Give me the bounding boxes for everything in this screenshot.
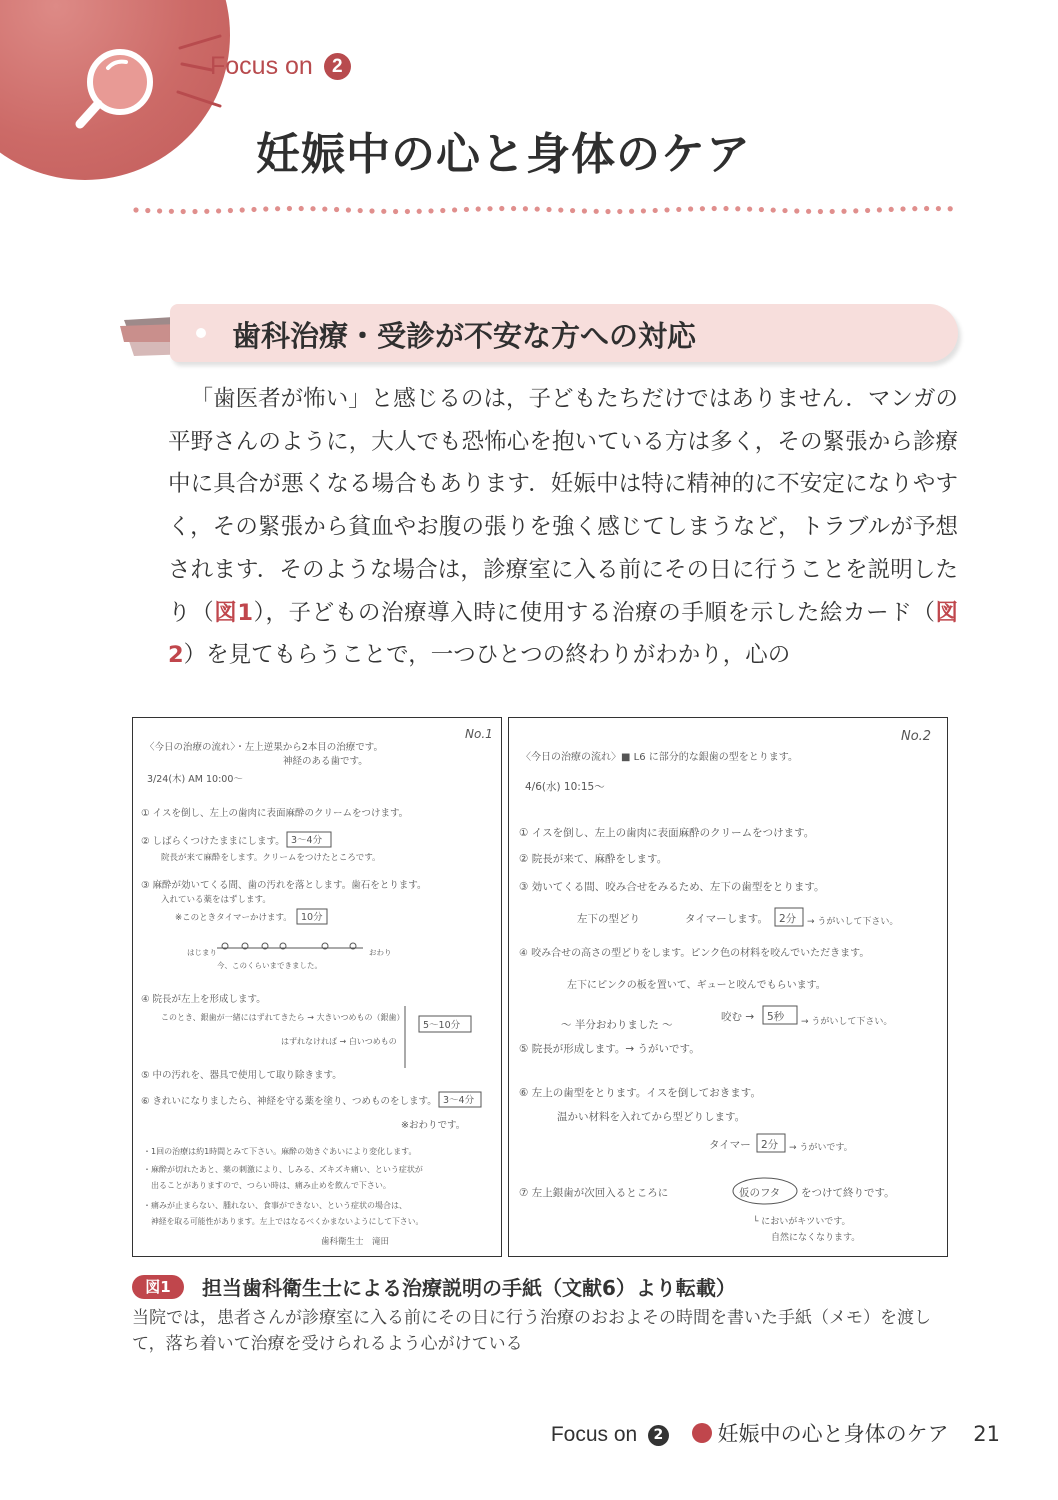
divider-dot — [936, 206, 941, 211]
memo1-step: ⑤ 中の汚れを、器具で使用して取り除きます。 — [141, 1070, 342, 1081]
memo1-note: ・1回の治療は約1時間とみて下さい。麻酔の効きぐあいにより変化します。 — [143, 1147, 417, 1156]
memo1-line: 入れている薬をはずします。 — [161, 895, 271, 905]
memo2-line: → うがいして下さい。 — [807, 917, 899, 927]
divider-dot — [664, 207, 669, 212]
divider-dot — [393, 209, 398, 214]
body-segment: 「歯医者が怖い」と感じるのは，子どもたちだけではありません．マンガの平野さんのように，大人でも恐怖心を抱いている方は多く，その緊張から診療中に具合が悪くなる場合もあります．妊娠中は特に精神的に不安定になりやすく，その緊張から貧血やお腹の張りを強く感じてしまうなど，トラブルが予想されます．そのような場合は，診療室に入る前にその日に行うことを説明したり（ — [168, 386, 958, 626]
divider-dot — [723, 206, 728, 211]
memo1-line: 神経のある歯です。 — [283, 756, 368, 767]
figure-title: 担当歯科衛生士による治療説明の手紙（文献6）より転載） — [202, 1276, 736, 1300]
divider-dot — [287, 206, 292, 211]
memo2-line: タイマーします。 — [685, 913, 768, 925]
divider-dot — [900, 206, 905, 211]
memo1-progress-note: 今、このくらいまできました。 — [217, 961, 322, 970]
memo2-circled: 仮のフタ — [739, 1187, 781, 1199]
divider-dot — [865, 208, 870, 213]
section-bullet — [196, 328, 206, 338]
memo2-line: → うがいです。 — [789, 1143, 853, 1153]
body-segment: ）を見てもらうことで，一つひとつの終わりがわかり，心の — [183, 642, 791, 669]
memo2-number: No.2 — [901, 729, 932, 744]
body-text — [168, 378, 958, 677]
divider-dot — [570, 208, 575, 213]
memo1-number: No.1 — [465, 727, 493, 741]
divider-dot — [558, 207, 563, 212]
divider-dot — [688, 206, 693, 211]
divider-dot — [192, 209, 197, 214]
divider-dot — [346, 207, 351, 212]
divider-dot — [216, 208, 221, 213]
memo1-time: 5〜10分 — [423, 1020, 461, 1031]
section-heading: 歯科治療・受診が不安な方への対応 — [232, 319, 697, 353]
memo1-line: 〈今日の治療の流れ〉・左上逆果から2本目の治療です。 — [145, 742, 384, 753]
page-title: 妊娠中の心と身体のケア — [256, 129, 751, 180]
divider-dot — [169, 209, 174, 214]
memo2-line: 咬む → — [721, 1011, 755, 1023]
divider-dot — [157, 208, 162, 213]
divider-dot — [523, 206, 528, 211]
memo2-time: 2分 — [761, 1139, 779, 1151]
memo2-step: ① イスを倒し、左上の歯肉に表面麻酔のクリームをつけます。 — [519, 827, 815, 839]
divider-dot — [299, 206, 304, 211]
memo1-note: ・痛みが止まらない、腫れない、食事ができない、という症状の場合は、 — [143, 1201, 407, 1210]
memo1-line: 院長が来て麻酔をします。クリームをつけたところです。 — [161, 853, 381, 863]
memo2-step: ⑤ 院長が形成します。→ うがいです。 — [519, 1043, 700, 1055]
divider-dot — [405, 209, 410, 214]
divider-dot — [240, 207, 245, 212]
figure-description: 当院では，患者さんが診療室に入る前にその日に行う治療のおおよその時間を書いた手紙（メモ）を渡して，落ち着いて治療を受けられるよう心がけている — [132, 1308, 931, 1354]
memo2-line: 〜 半分おわりました 〜 — [561, 1019, 673, 1031]
divider-dot — [381, 209, 386, 214]
divider-dot — [452, 207, 457, 212]
divider-dot — [889, 207, 894, 212]
memo1-date: 3/24(木) AM 10:00〜 — [147, 774, 243, 785]
body-paragraph — [168, 378, 958, 677]
memo1-signature: 歯科衛生士 滝田 — [321, 1237, 390, 1247]
divider-dot — [759, 207, 764, 212]
memo1-note: 神経を取る可能性があります。左上ではなるべくかまないようにして下さい。 — [151, 1217, 424, 1226]
divider-dot — [605, 209, 610, 214]
divider-dot — [830, 209, 835, 214]
divider-dot — [712, 206, 717, 211]
page-number: 21 — [973, 1422, 1000, 1446]
figure-reference-2[interactable]: 図2 — [168, 599, 958, 669]
memo1-time: 10分 — [301, 912, 323, 923]
memo2-line: タイマー — [709, 1139, 751, 1151]
memo2-line: → うがいして下さい。 — [801, 1017, 893, 1027]
memo1-end: ※おわりです。 — [401, 1120, 466, 1131]
divider-dot — [771, 207, 776, 212]
memo1-line: はずれなければ → 白いつめもの — [281, 1037, 397, 1046]
divider-dot — [806, 209, 811, 214]
divider-dot — [924, 206, 929, 211]
divider-dot — [546, 207, 551, 212]
divider-dot — [782, 208, 787, 213]
page-footer — [551, 1418, 1000, 1448]
footer-focus-label: Focus on — [550, 1423, 638, 1446]
memo2-date: 4/6(水) 10:15〜 — [525, 781, 605, 793]
divider-dot — [476, 206, 481, 211]
divider-dot — [358, 208, 363, 213]
memo2-line: 左下にピンクの板を置いて、ギューと咬んでもらいます。 — [567, 980, 826, 991]
memo-no1 — [132, 717, 502, 1257]
divider-dot — [417, 209, 422, 214]
memo1-step: ② しばらくつけたままにします。 — [141, 836, 285, 847]
divider-dot — [204, 209, 209, 214]
divider-dot — [181, 209, 186, 214]
divider-dot — [948, 206, 953, 211]
memo-no2 — [508, 717, 948, 1257]
memo1-step: ⑥ きれいになりましたら、神経を守る薬を塗り、つめものをします。 — [141, 1096, 437, 1107]
divider-dot — [617, 209, 622, 214]
memo1-step: ④ 院長が左上を形成します。 — [141, 994, 266, 1005]
memo1-step: ① イスを倒し、左上の歯肉に表面麻酔のクリームをつけます。 — [141, 808, 409, 819]
divider-dot — [877, 207, 882, 212]
divider-dot — [369, 208, 374, 213]
focus-number-badge: 2 — [324, 53, 351, 80]
memo1-line: このとき、銀歯が一緒にはずれてきたら → 大きいつめもの（銀歯） — [161, 1013, 405, 1022]
focus-label-text: Focus on — [210, 52, 313, 80]
divider-dot — [275, 206, 280, 211]
divider-dot — [676, 207, 681, 212]
memo2-line: └ においがキツいです。 — [753, 1217, 851, 1227]
memo2-line: 左下の型どり — [577, 913, 640, 925]
memo2-time: 2分 — [779, 913, 797, 925]
memo1-time: 3〜4分 — [291, 835, 323, 846]
divider-dot — [747, 206, 752, 211]
divider-dot — [464, 207, 469, 212]
divider-dot — [735, 206, 740, 211]
divider-dot — [582, 208, 587, 213]
figure-reference-1[interactable]: 図1 — [214, 599, 253, 626]
divider-dot — [511, 206, 516, 211]
memo2-step: ⑥ 左上の歯型をとります。イスを倒しておきます。 — [519, 1087, 761, 1099]
divider-dot — [641, 208, 646, 213]
memo2-step: ⑦ 左上銀歯が次回入るところに — [519, 1187, 669, 1199]
divider-dot — [428, 208, 433, 213]
footer-focus-number: 2 — [648, 1425, 669, 1446]
memo1-time: 3〜4分 — [443, 1095, 475, 1106]
body-segment: ），子どもの治療導入時に使用する治療の手順を示した絵カード（ — [252, 599, 936, 626]
divider-dot — [251, 207, 256, 212]
divider-dot — [535, 206, 540, 211]
memo2-time: 5秒 — [767, 1011, 785, 1023]
divider-dot — [818, 209, 823, 214]
memo1-progress-end: おわり — [369, 948, 392, 957]
divider-dot — [133, 207, 138, 212]
divider-dot — [499, 206, 504, 211]
divider-dot — [653, 208, 658, 213]
footer-bullet-icon — [692, 1423, 712, 1443]
divider-dot — [228, 208, 233, 213]
focus-label — [210, 52, 351, 81]
divider-dot — [487, 206, 492, 211]
dotted-divider — [132, 203, 954, 217]
memo2-line: 〈今日の治療の流れ〉■ L6 に部分的な銀歯の型をとります。 — [521, 752, 798, 763]
memo1-line: ※このときタイマーかけます。 — [175, 913, 292, 923]
memo2-step: ④ 咬み合せの高さの型どりをします。ピンク色の材料を咬んでいただきます。 — [519, 948, 870, 959]
divider-dot — [629, 209, 634, 214]
divider-dot — [322, 206, 327, 211]
footer-chapter: 妊娠中の心と身体のケア — [717, 1422, 949, 1446]
memo1-step: ③ 麻酔が効いてくる間、歯の汚れを落とします。歯石をとります。 — [141, 880, 427, 891]
memo1-progress-start: はじまり — [187, 948, 217, 957]
figure-badge: 図1 — [132, 1275, 184, 1299]
memo2-line: をつけて終りです。 — [801, 1187, 895, 1199]
divider-dot — [310, 206, 315, 211]
divider-dot — [594, 209, 599, 214]
divider-dot — [440, 208, 445, 213]
memo1-note: ・麻酔が切れたあと、薬の刺激により、しみる、ズキズキ痛い、という症状が — [143, 1165, 423, 1174]
divider-dot — [700, 206, 705, 211]
memo2-step: ② 院長が来て、麻酔をします。 — [519, 853, 668, 865]
divider-dot — [841, 209, 846, 214]
divider-dot — [794, 208, 799, 213]
memo2-line: 自然になくなります。 — [771, 1233, 861, 1243]
magnifier-icon — [70, 30, 230, 140]
divider-dot — [853, 208, 858, 213]
divider-dot — [334, 207, 339, 212]
memo2-line: 温かい材料を入れてから型どりします。 — [557, 1111, 746, 1123]
memo2-step: ③ 効いてくる間、咬み合せをみるため、左下の歯型をとります。 — [519, 881, 825, 893]
divider-dot — [912, 206, 917, 211]
divider-dot — [145, 208, 150, 213]
divider-dot — [263, 206, 268, 211]
memo1-note: 出ることがありますので、つらい時は、痛み止めを飲んで下さい。 — [151, 1181, 391, 1190]
